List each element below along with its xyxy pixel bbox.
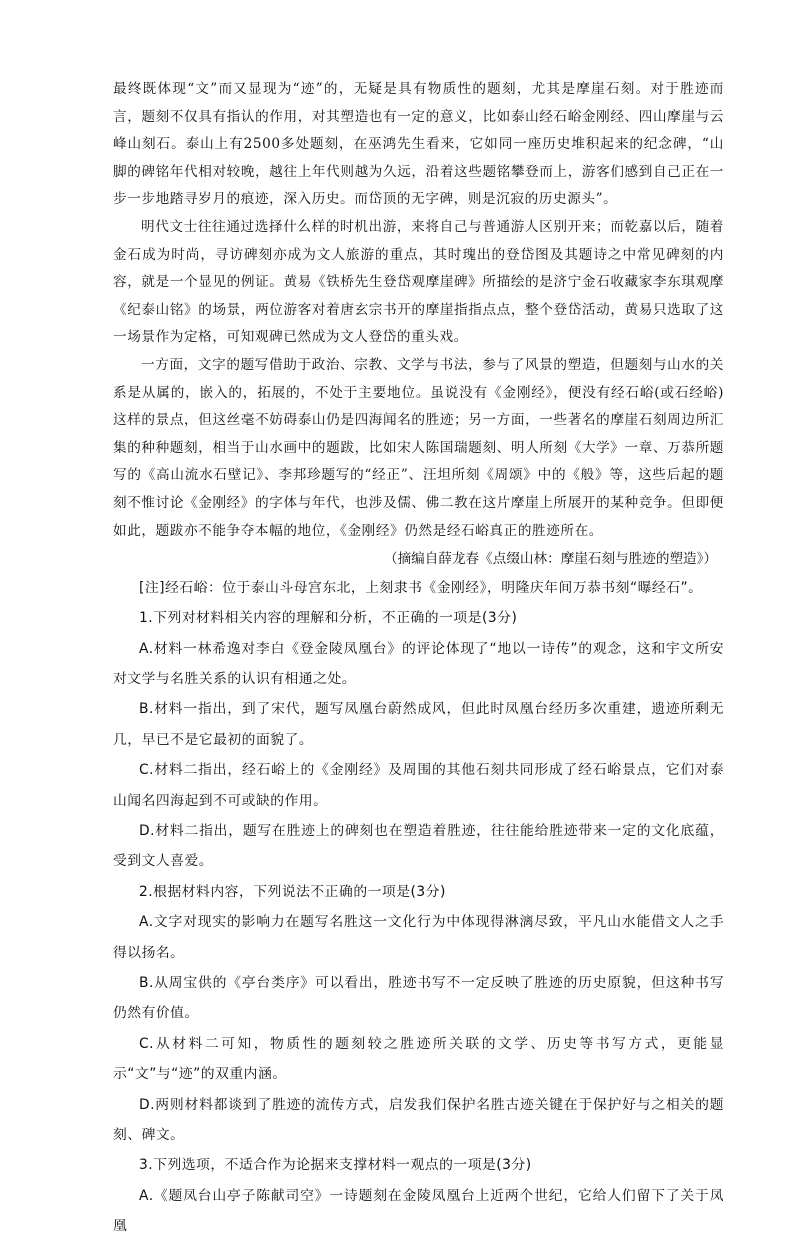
option-a: A.文字对现实的影响力在题写名胜这一文化行为中体现得淋漓尽致，平凡山水能借文人之手得以扬名。 <box>113 914 724 961</box>
option-b: B.从周宝供的《亭台类序》可以看出，胜迹书写不一定反映了胜迹的历史原貌，但这种书写仍然有价值。 <box>113 974 724 1022</box>
option-c: C.材料二指出，经石峪上的《金刚经》及周围的其他石刻共同形成了经石峪景点，它们对泰山闻名四海起到不可或缺的作用。 <box>113 762 724 809</box>
question-3 <box>113 1150 724 1241</box>
option-a: A.材料一林希逸对李白《登金陵凤凰台》的评论体现了“地以一诗传”的观念，这和宇文所安对文学与名胜关系的认识有相通之处。 <box>113 640 724 687</box>
material-paragraph: 明代文士往往通过选择什么样的时机出游，来将自己与普通游人区别开来；而乾嘉以后，随着金石成为时尚，寻访碑刻亦成为文人旅游的重点，其时瑰出的登岱图及其题诗之中常见碑刻的内容，就是一个显见的例证。黄易《铁桥先生登岱观摩崖碑》所描绘的是济宁金石收藏家李东琪观摩《纪泰山铭》的场景，两位游客对着唐玄宗书开的摩崖指指点点，整个登岱活动，黄易只选取了这一场景作为定格，可知观碑已然成为文人登岱的重头戏。 <box>113 218 724 346</box>
option-a: A.《题凤台山亭子陈献司空》一诗题刻在金陵凤凰台上近两个世纪，它给人们留下了关于凤凰 <box>113 1187 724 1235</box>
question-stem: 2.根据材料内容，下列说法不正确的一项是(3分) <box>139 883 446 900</box>
material-paragraph: 一方面，文字的题写借助于政治、宗教、文学与书法，参与了风景的塑造，但题刻与山水的关系是从属的，嵌入的，拓展的，不处于主要地位。虽说没有《金刚经》，便没有经石峪(或石经峪)这样的景点，但这丝毫不妨碍泰山仍是四海闻名的胜迹；另一方面，一些著名的摩崖石刻周边所汇集的种种题刻，相当于山水画中的题跋，比如宋人陈国瑞题刻、明人所刻《大学》一章、万恭所题写的《高山流水石壁记》、李邦珍题写的“经正”、汪坦所刻《周颂》中的《般》等，这些后起的题刻不惟讨论《金刚经》的字体与年代，也涉及儒、佛二教在这片摩崖上所展开的某种竞争。但即便如此，题跋亦不能争夺本幅的地位，《金刚经》仍然是经石峪真正的胜迹所在。 <box>113 356 724 539</box>
option-c: C.从材料二可知，物质性的题刻较之胜迹所关联的文学、历史等书写方式，更能显示“文”与“迹”的双重内涵。 <box>113 1035 724 1083</box>
option-d: D.材料二指出，题写在胜迹上的碑刻也在塑造着胜迹，往往能给胜迹带来一定的文化底蕴，受到文人喜爱。 <box>113 822 724 870</box>
material-two <box>113 76 724 573</box>
option-b: B.材料一指出，到了宋代，题写凤凰台蔚然成风，但此时凤凰台经历多次重建，遗迹所剩无几，早已不是它最初的面貌了。 <box>113 701 724 748</box>
material-paragraph: 最终既体现“文”而又显现为“迹”的，无疑是具有物质性的题刻，尤其是摩崖石刻。对于胜迹而言，题刻不仅具有指认的作用，对其塑造也有一定的意义，比如泰山经石峪金刚经、四山摩崖与云峰山刻石。泰山上有2500多处题刻，在巫鸿先生看来，它如同一座历史堆积起来的纪念碑，“山脚的碑铭年代相对较晚，越往上年代则越为久远，沿着这些题铭攀登而上，游客们感到自己正在一步一步地踏寻岁月的痕迹，深入历史。而岱顶的无字碑，则是沉寂的历史源头”。 <box>113 81 724 208</box>
footnote: [注]经石峪：位于泰山斗母宫东北，上刻隶书《金刚经》，明隆庆年间万恭书刻“曝经石”。 <box>139 579 703 596</box>
question-2 <box>113 877 724 1151</box>
question-stem: 3.下列选项，不适合作为论据来支撑材料一观点的一项是(3分) <box>139 1157 532 1174</box>
option-d: D.两则材料都谈到了胜迹的流传方式，启发我们保护名胜古迹关键在于保护好与之相关的题刻、碑文。 <box>113 1096 724 1143</box>
question-stem: 1.下列对材料相关内容的理解和分析，不正确的一项是(3分) <box>139 610 518 627</box>
source-citation: （摘编自薛龙春《点缀山林：摩崖石刻与胜迹的塑造》） <box>384 551 718 567</box>
question-1 <box>113 603 724 877</box>
